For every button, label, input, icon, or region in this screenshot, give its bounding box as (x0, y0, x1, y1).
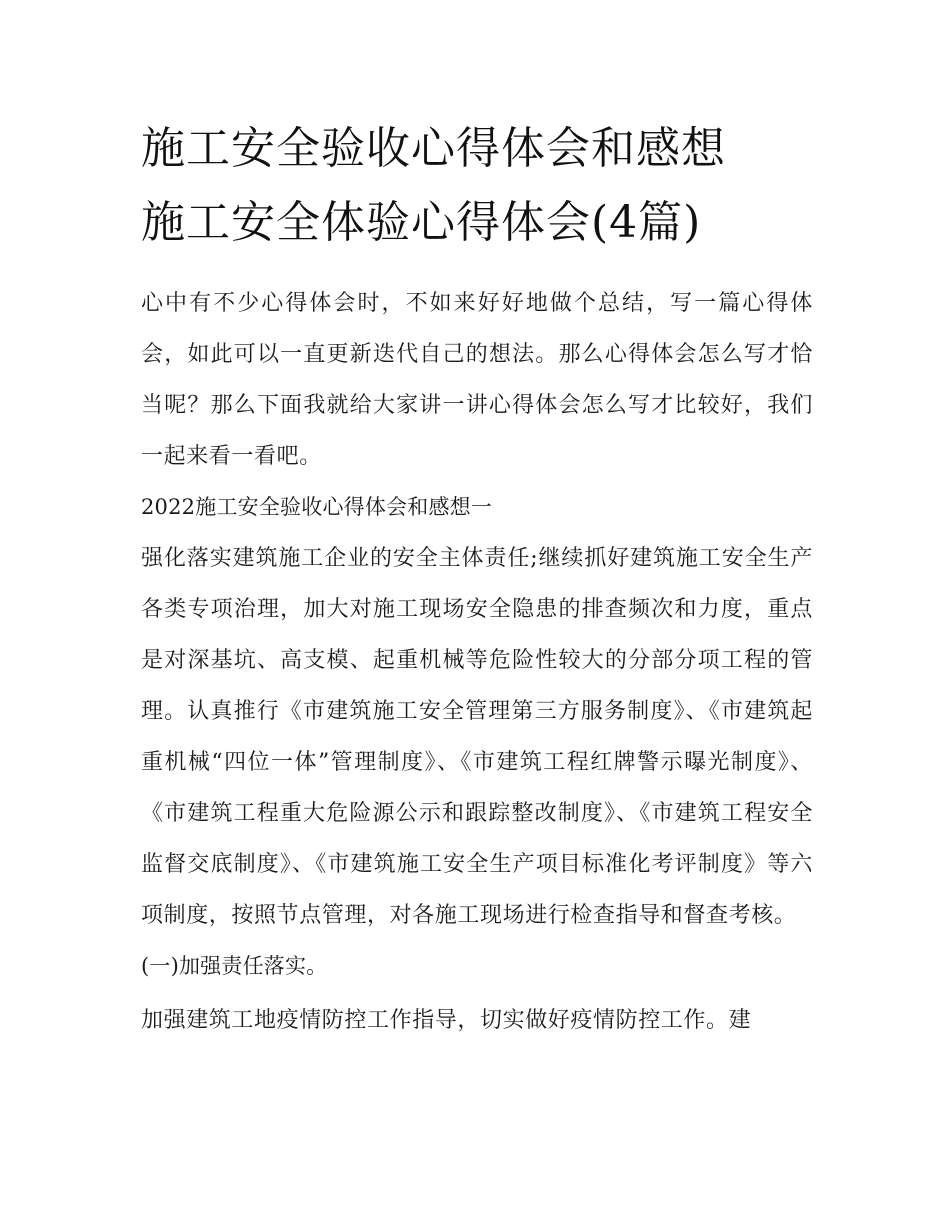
subheading: (一)加强责任落实。 (141, 954, 328, 978)
document-page (141, 112, 813, 1046)
body-paragraph: 强化落实建筑施工企业的安全主体责任;继续抓好建筑施工安全生产各类专项治理，加大对施工现场安全隐患的排查频次和力度，重点是对深基坑、高支模、起重机械等危险性较大的分部分项工程的管理。认真推行《市建筑施工安全管理第三方服务制度》、《市建筑起重机械“四位一体”管理制度》、《市建筑工程红牌警示曝光制度》、《市建筑工程重大危险源公示和跟踪整改制度》、《市建筑工程安全监督交底制度》、《市建筑施工安全生产项目标准化考评制度》等六项制度，按照节点管理，对各施工现场进行检查指导和督查考核。 (141, 546, 813, 928)
title-line-1: 施工安全验收心得体会和感想 (141, 123, 726, 174)
document-title (141, 112, 813, 260)
intro-paragraph: 心中有不少心得体会时，不如来好好地做个总结，写一篇心得体会，如此可以一直更新迭代自己的想法。那么心得体会怎么写才恰当呢？那么下面我就给大家讲一讲心得体会怎么写才比较好，我们一起来看一看吧。 (141, 291, 813, 469)
title-line-2: 施工安全体验心得体会(4篇) (141, 197, 702, 248)
section-heading: 2022施工安全验收心得体会和感想一 (141, 495, 493, 519)
body-paragraph-continued: 加强建筑工地疫情防控工作指导，切实做好疫情防控工作。建 (141, 1008, 752, 1033)
